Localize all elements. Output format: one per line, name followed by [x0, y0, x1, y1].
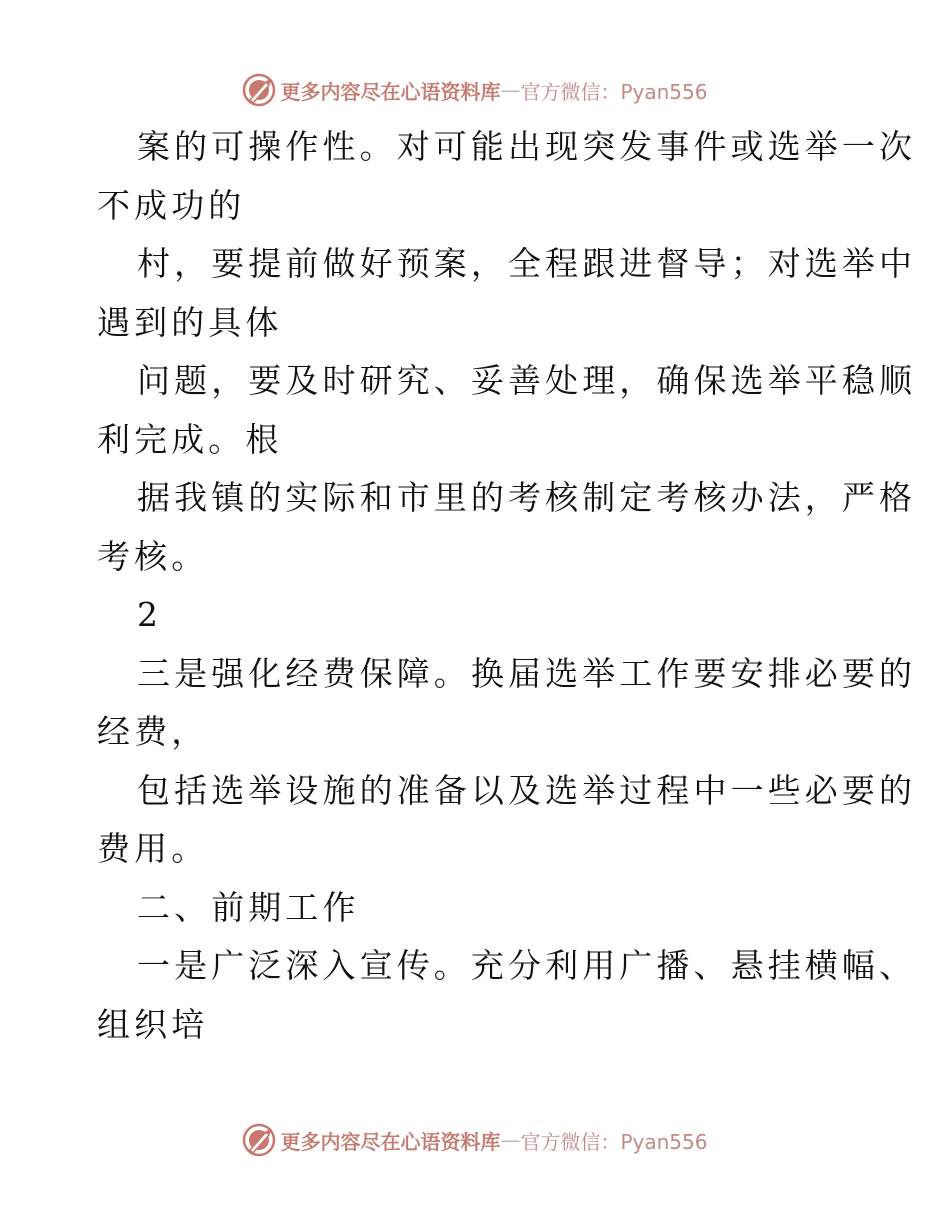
text-line: 三是强化经费保障。换届选举工作要安排必要的 — [137, 653, 917, 693]
text-line: 不成功的 — [97, 185, 246, 225]
footer-watermark — [0, 1120, 950, 1160]
text-line: 费用。 — [97, 829, 209, 868]
text-line: 遇到的具体 — [97, 302, 283, 342]
text-line: 利完成。根 — [97, 419, 283, 459]
text-line: 包括选举设施的准备以及选举过程中一些必要的 — [137, 770, 917, 810]
text-line: 组织培 — [97, 1004, 209, 1044]
page-number-line: 2 — [137, 595, 163, 634]
text-line: 考核。 — [97, 536, 209, 576]
header-watermark — [0, 70, 950, 110]
watermark-contact: 官方微信：Pyan556 — [520, 79, 708, 104]
watermark-separator: — — [500, 78, 521, 102]
text-line: 案的可操作性。对可能出现突发事件或选举一次 — [137, 127, 917, 166]
text-line: 问题，要及时研究、妥善处理，确保选举平稳顺 — [137, 361, 917, 400]
pen-logo-icon — [242, 73, 276, 107]
section-heading: 二、前期工作 — [137, 887, 360, 927]
pen-logo-icon — [242, 1123, 276, 1157]
document-body — [97, 118, 917, 1054]
watermark-contact: 官方微信：Pyan556 — [520, 1129, 708, 1154]
text-line: 据我镇的实际和市里的考核制定考核办法，严格 — [137, 478, 917, 517]
text-line: 村，要提前做好预案，全程跟进督导；对选举中 — [137, 244, 917, 283]
watermark-brand: 更多内容尽在心语资料库 — [280, 79, 501, 104]
text-line: 一是广泛深入宣传。充分利用广播、悬挂横幅、 — [137, 946, 917, 985]
watermark-brand: 更多内容尽在心语资料库 — [280, 1129, 501, 1154]
text-line: 经费， — [97, 712, 209, 751]
watermark-separator: — — [500, 1128, 521, 1152]
